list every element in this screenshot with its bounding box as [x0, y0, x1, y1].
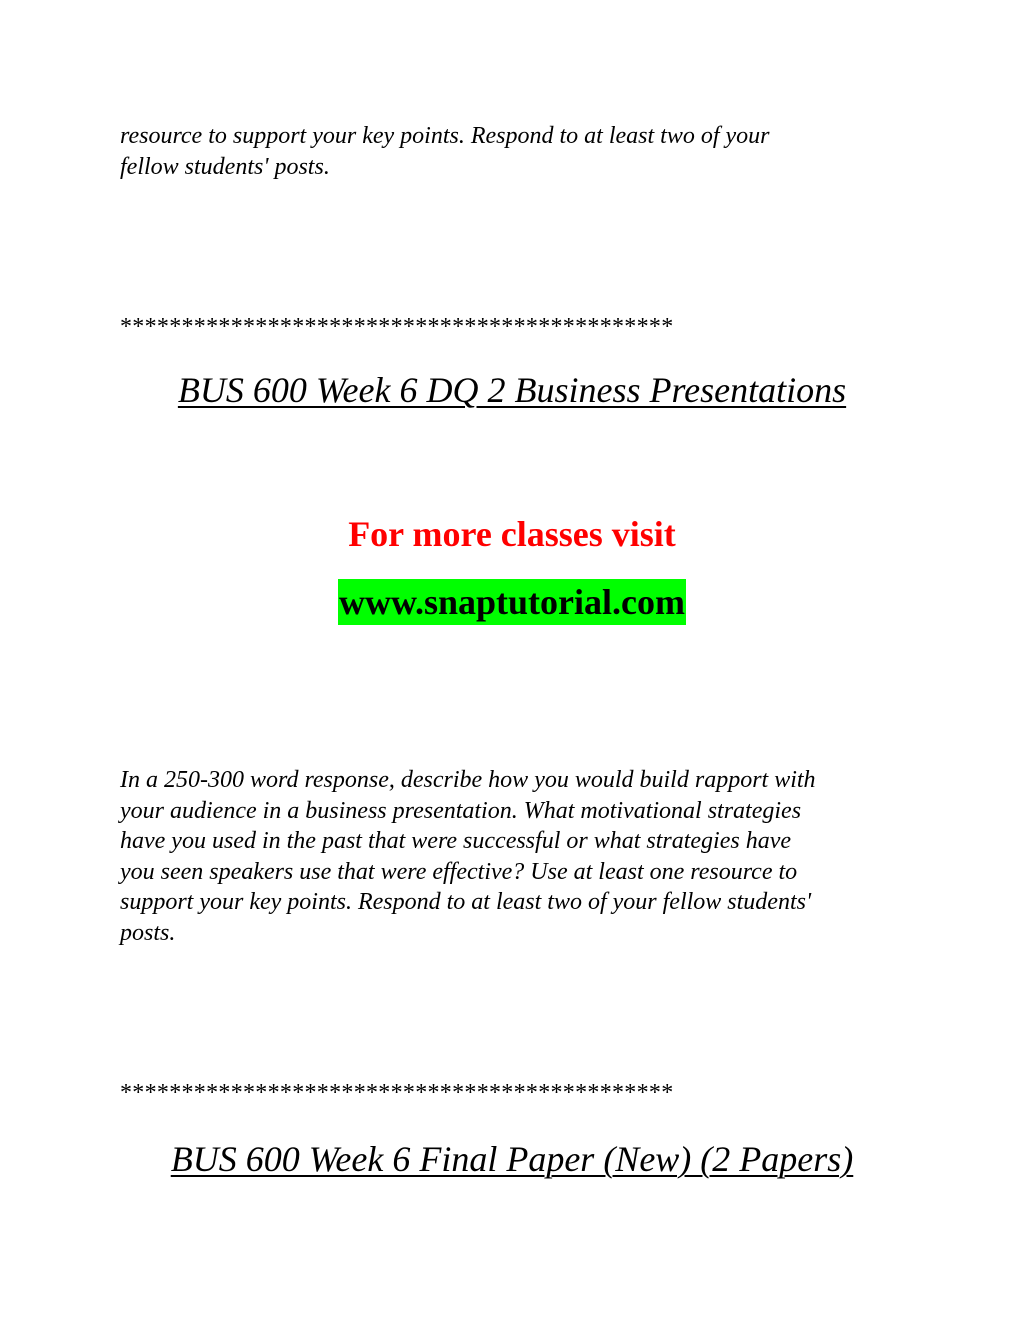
separator-stars: *********************************************: [120, 1080, 674, 1106]
section-title-final-paper[interactable]: BUS 600 Week 6 Final Paper (New) (2 Papers): [170, 1139, 854, 1179]
section-title-dq2[interactable]: BUS 600 Week 6 DQ 2 Business Presentations: [177, 370, 847, 410]
separator-stars: *********************************************: [120, 314, 674, 340]
promo-url-link[interactable]: www.snaptutorial.com: [338, 579, 686, 625]
promo-url-container: [0, 579, 1024, 625]
top-paragraph: resource to support your key points. Respond to at least two of your fellow students' posts.: [120, 123, 770, 180]
promo-heading: For more classes visit: [348, 514, 676, 554]
section-body-paragraph: In a 250-300 word response, describe how you would build rapport with your audience in a business presentation. What motivational strategies have you used in the past that were successful or what strategies have you seen speakers use that were effective? Use at least one resource to support your key points. Respond to at least two of your fellow students' posts.: [120, 767, 816, 946]
